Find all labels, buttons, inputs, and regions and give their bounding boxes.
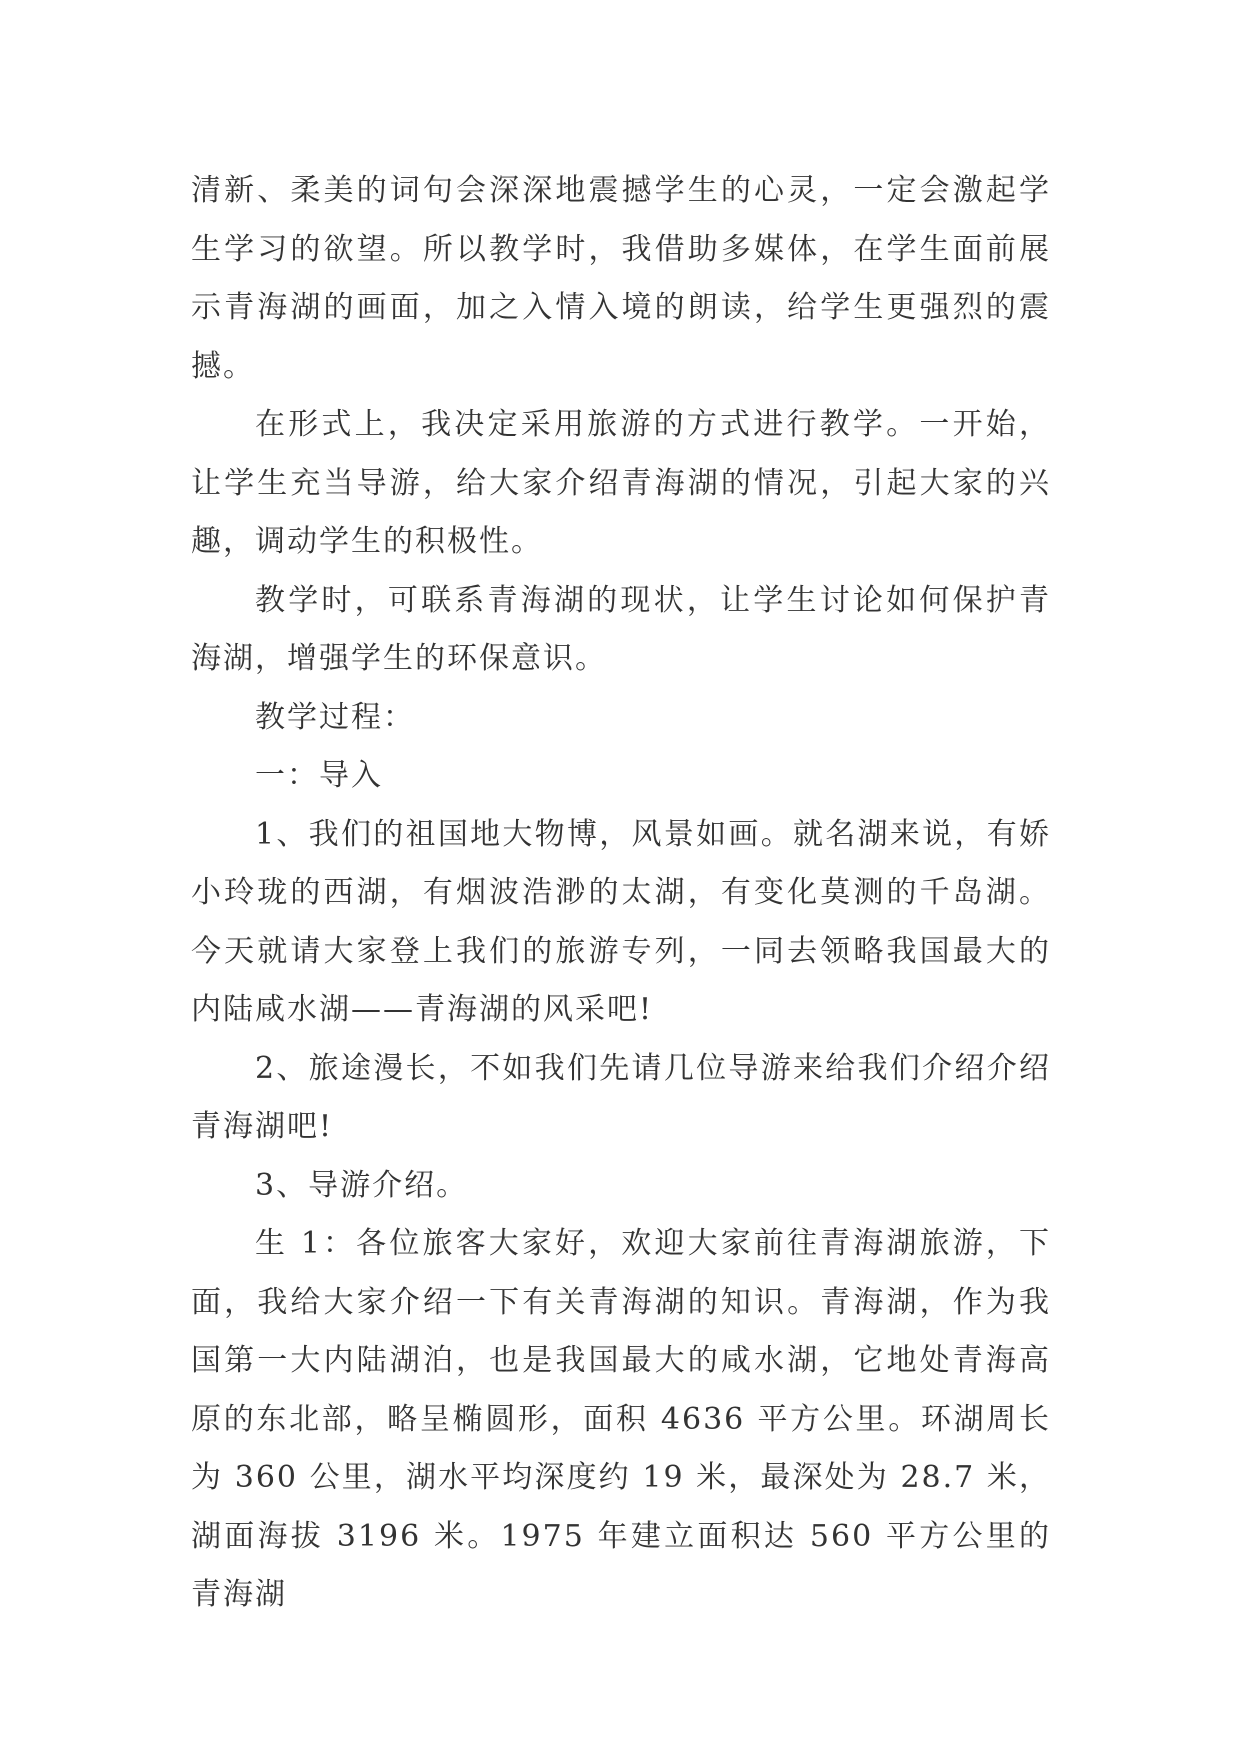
- paragraph-intro-2: 2、旅途漫长，不如我们先请几位导游来给我们介绍介绍青海湖吧!: [191, 1050, 1051, 1144]
- section-heading-introduction: 一：导入: [255, 758, 383, 793]
- paragraph-2: 在形式上，我决定采用旅游的方式进行教学。一开始，让学生充当导游，给大家介绍青海湖的情况，引起大家的兴趣，调动学生的积极性。: [191, 407, 1051, 559]
- paragraph-1: 清新、柔美的词句会深深地震撼学生的心灵，一定会激起学生学习的欲望。所以教学时，我借助多媒体，在学生面前展示青海湖的画面，加之入情入境的朗读，给学生更强烈的震撼。: [191, 173, 1051, 384]
- paragraph-student-1: 生 1：各位旅客大家好，欢迎大家前往青海湖旅游，下面，我给大家介绍一下有关青海湖的知识。青海湖，作为我国第一大内陆湖泊，也是我国最大的咸水湖，它地处青海高原的东北部，略呈椭圆形，面积 4636 平方公里。环湖周长为 360 公里，湖水平均深度约 19 米，最深处为 28.7 米，湖面海拔 3196 米。1975 年建立面积达 560 平方公里的青海湖: [191, 1226, 1051, 1612]
- paragraph-3: 教学时，可联系青海湖的现状，让学生讨论如何保护青海湖，增强学生的环保意识。: [191, 582, 1051, 676]
- section-heading-teaching-process: 教学过程：: [255, 699, 415, 735]
- document-body: [191, 162, 1051, 1625]
- paragraph-intro-3: 3、导游介绍。: [255, 1167, 469, 1203]
- paragraph-intro-1: 1、我们的祖国地大物博，风景如画。就名湖来说，有娇小玲珑的西湖，有烟波浩渺的太湖，有变化莫测的千岛湖。今天就请大家登上我们的旅游专列，一同去领略我国最大的内陆咸水湖——青海湖的风采吧!: [191, 816, 1051, 1027]
